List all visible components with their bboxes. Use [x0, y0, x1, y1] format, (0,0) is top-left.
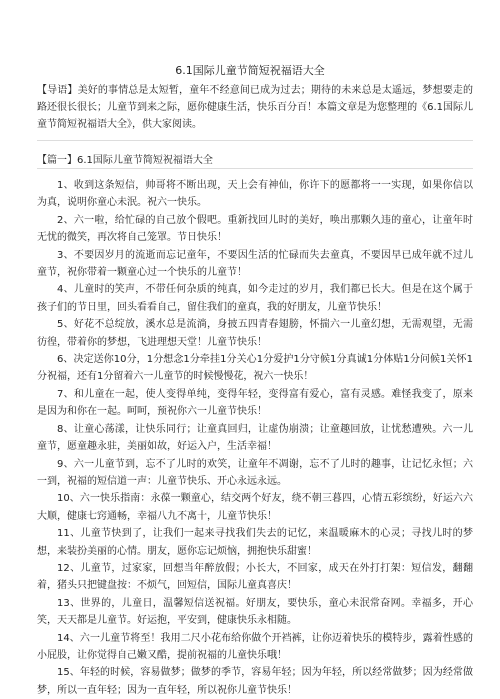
list-item: 5、好花不总绽放，溪水总是流淌，身披五四青春翅膀，怀揣六一儿童幻想，无需观望，无需彷徨，带着你的梦想，飞进理想天堂！儿童节快乐！ — [37, 319, 473, 348]
list-item: 10、六一快乐指南：永葆一颗童心，结交两个好友，绕不朝三暮四，心情五彩缤纷，好运六六大顺，健康七窍通畅，幸福八九不离十，儿童节快乐！ — [37, 493, 473, 522]
divider-bottom — [37, 168, 473, 169]
section-title: 【篇一】6.1国际儿童节简短祝福语大全 — [37, 155, 213, 166]
list-item: 2、六一啦，给忙碌的自己放个假吧。重新找回儿时的美好，唤出那颗久违的童心，让童年时无忧的微笑，再次将自己笼罩。节日快乐！ — [37, 214, 473, 244]
intro-tag: 【导语】 — [37, 85, 78, 96]
list-item: 7、和儿童在一起，使人变得单纯，变得年轻，变得富有爱心，富有灵感。难怪我变了，原来是因为和你在一起。呵呵，预祝你六一儿童节快乐！ — [37, 388, 473, 418]
page-title: 6.1国际儿童节简短祝福语大全 — [175, 64, 325, 77]
intro-text: 美好的事情总是太短暂，童年不经意间已成为过去；期待的未来总是太遥远，梦想要走的路还很长很长；儿童节到来之际，愿你健康生活，快乐百分百！本篇文章是为您整理的《6.1国际儿童节简短祝福语大全》，供大家阅读。 — [37, 85, 474, 130]
divider-top — [37, 140, 473, 141]
list-item: 9、六一儿童节到，忘不了儿时的欢笑，让童年不凋谢，忘不了儿时的趣事，让记忆永恒；六一到，祝福的短信道一声：儿童节快乐、开心永远永远。 — [37, 458, 473, 487]
list-item: 14、六一儿童节将至！我用二尺小花布给你做个开裆裤，让你迈着快乐的模特步，露着性感的小屁股，让你觉得自己嫩又酷，提前祝福的儿童快乐哦！ — [37, 632, 473, 661]
list-item: 1、收到这条短信，帅哥将不断出现，天上会有神仙，你许下的愿都将一一实现，如果你信以为真，说明你童心未泯。祝六一快乐。 — [37, 180, 473, 209]
list-item: 8、让童心荡漾，让快乐同行；让童真回归，让虚伪崩溃；让童趣回放，让忧愁遭殃。六一儿童节，愿童趣永驻，美丽如故，好运入户，生活幸福！ — [37, 423, 473, 453]
list-item: 11、儿童节快到了，让我们一起来寻找我们失去的记忆，来温暖麻木的心灵；寻找儿时的梦想，来装扮美丽的心情。朋友，愿你忘记烦恼，拥抱快乐甜蜜！ — [37, 528, 473, 557]
list-item: 12、儿童节，过家家，回想当年醉放假；小长大，不回家，成天在外打打架：短信发，翻翻着，猪头只把键盘按：不烦气，回短信，国际儿童真喜庆！ — [37, 562, 473, 592]
blessing-list — [37, 177, 473, 699]
list-item: 13、世界的，儿童日，温馨短信送祝福。好朋友，要快乐，童心未泯常奋网。幸福多，开心笑，天天都是儿童节。好运抱，平安到，健康快乐永相随。 — [37, 597, 473, 627]
list-item: 15、年轻的时候，容易做梦；做梦的季节，容易年轻；因为年轻，所以经常做梦；因为经常做梦，所以一直年轻；因为一直年轻，所以祝你儿童节快乐！ — [37, 667, 473, 696]
list-item: 4、儿童时的笑声，不带任何杂质的纯真，如今走过的岁月，我们都已长大。但是在这个属于孩子们的节日里，回头看看自己，留住我们的童真，我的好朋友，儿童节快乐！ — [37, 284, 473, 313]
intro-paragraph — [37, 82, 473, 133]
list-item: 3、不要因岁月的流逝而忘记童年，不要因生活的忙碌而失去童真，不要因早已成年就不过儿童节，祝你带着一颗童心过一个快乐的儿童节！ — [37, 249, 473, 279]
list-item: 6、决定送你10分，1分想念1分牵挂1分关心1分爱护1分守候1分真诚1分体贴1分问候1关怀1分祝福，还有1分留着六一儿童节的时候慢慢花，祝六一快乐！ — [37, 354, 473, 383]
